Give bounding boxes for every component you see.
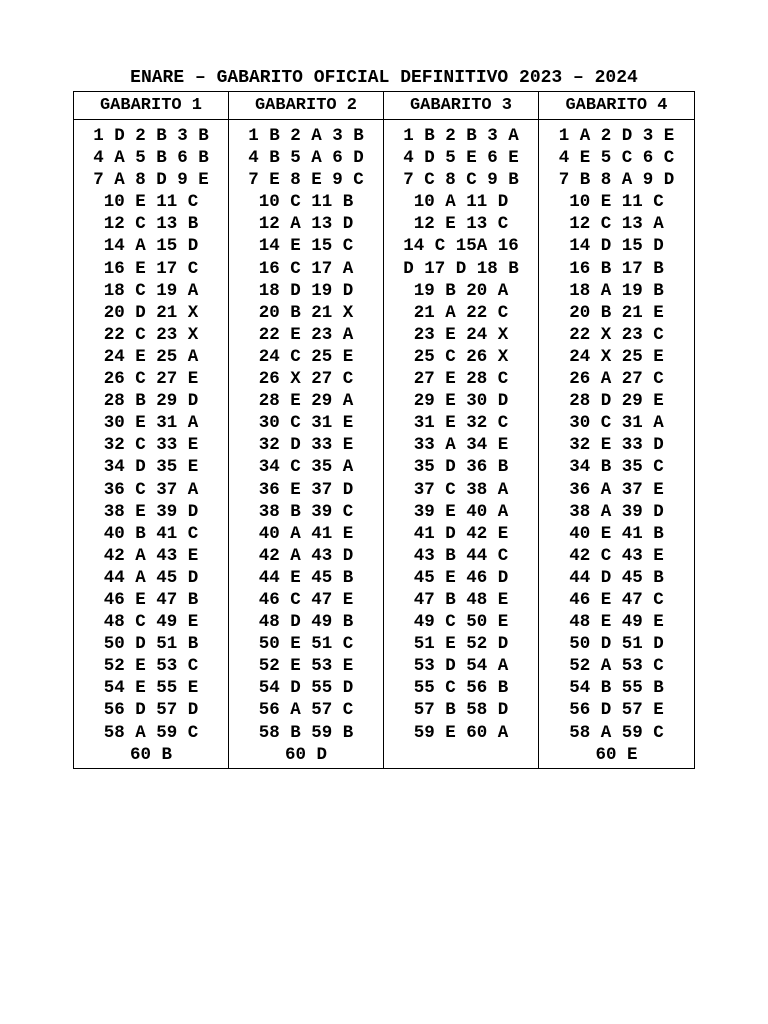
answer-line: 47 B 48 E [413, 589, 509, 610]
answer-line: 14 D 15 D [569, 236, 664, 257]
answer-line: 52 E 53 E [258, 656, 354, 677]
column-header: GABARITO 3 [384, 92, 538, 120]
answer-line: 44 A 45 D [103, 567, 199, 588]
answer-line: 1 B 2 A 3 B [248, 126, 364, 146]
answer-line: 60 D [284, 744, 327, 765]
answer-line: 43 B 44 C [413, 545, 509, 566]
answer-line: 10 C 11 B [258, 192, 354, 213]
answer-line: 54 E 55 E [103, 678, 199, 699]
answer-key-column-2 [229, 92, 384, 768]
answer-line: 36 A 37 E [569, 479, 664, 500]
answer-line: 58 A 59 C [103, 722, 199, 743]
answer-line: 23 E 24 X [413, 324, 509, 345]
answer-line: 26 C 27 E [103, 369, 199, 390]
answer-line: 38 B 39 C [258, 501, 354, 522]
answer-lines [74, 120, 228, 766]
answer-key-column-4 [539, 92, 694, 768]
answer-line: 40 A 41 E [258, 523, 354, 544]
answer-line: 19 B 20 A [413, 280, 509, 301]
answer-line: 46 E 47 C [569, 589, 664, 610]
answer-line: 18 C 19 A [103, 280, 199, 301]
answer-line: 29 E 30 D [413, 391, 509, 412]
answer-line: 54 D 55 D [258, 678, 354, 699]
answer-line: 40 B 41 C [103, 523, 199, 544]
answer-line: 38 E 39 D [103, 501, 199, 522]
answer-line: 4 D 5 E 6 E [403, 148, 519, 169]
answer-line: 48 C 49 E [103, 612, 199, 633]
answer-line: 39 E 40 A [413, 501, 509, 522]
answer-line: 56 D 57 D [103, 700, 199, 721]
answer-line: 28 E 29 A [258, 391, 354, 412]
answer-line: 32 E 33 D [569, 435, 664, 456]
answer-line: 58 A 59 C [569, 722, 664, 743]
answer-line: 18 D 19 D [258, 280, 354, 301]
answer-line: 41 D 42 E [413, 523, 509, 544]
answer-line: 14 C 15A 16 [403, 236, 519, 257]
answer-line: 38 A 39 D [569, 501, 664, 522]
answer-line: 20 D 21 X [103, 302, 199, 323]
answer-line: 20 B 21 X [258, 302, 354, 323]
answer-line: 7 A 8 D 9 E [93, 170, 209, 191]
answer-line: 28 B 29 D [103, 391, 199, 412]
answer-line: 14 E 15 C [258, 236, 354, 257]
answer-line: 57 B 58 D [413, 700, 509, 721]
answer-line: 56 A 57 C [258, 700, 354, 721]
answer-key-table [73, 91, 695, 769]
answer-line: 40 E 41 B [569, 523, 664, 544]
answer-line: 25 C 26 X [413, 346, 509, 367]
column-header: GABARITO 2 [229, 92, 383, 120]
answer-line: 60 E [595, 744, 638, 765]
answer-line: 44 D 45 B [569, 567, 664, 588]
answer-lines [229, 120, 383, 766]
answer-line: 32 C 33 E [103, 435, 199, 456]
answer-line: 44 E 45 B [258, 567, 354, 588]
answer-line: 7 C 8 C 9 B [403, 170, 519, 191]
answer-line: 12 A 13 D [258, 214, 354, 235]
answer-line: 4 B 5 A 6 D [248, 148, 364, 169]
answer-key-column-3 [384, 92, 539, 768]
answer-line: 42 A 43 D [258, 545, 354, 566]
answer-line: 51 E 52 D [413, 634, 509, 655]
answer-line: 27 E 28 C [413, 369, 509, 390]
answer-line: 14 A 15 D [103, 236, 199, 257]
answer-line: 45 E 46 D [413, 567, 509, 588]
answer-line: 20 B 21 E [569, 302, 664, 323]
answer-line: D 17 D 18 B [403, 258, 519, 279]
answer-line: 50 D 51 D [569, 634, 664, 655]
answer-line: 46 C 47 E [258, 589, 354, 610]
answer-line: 53 D 54 A [413, 656, 509, 677]
document-title: ENARE – GABARITO OFICIAL DEFINITIVO 2023 – 2024 [130, 68, 638, 88]
answer-line: 56 D 57 E [569, 700, 664, 721]
answer-line: 24 E 25 A [103, 346, 199, 367]
answer-line: 50 D 51 B [103, 634, 199, 655]
answer-line: 1 B 2 B 3 A [403, 126, 519, 146]
answer-line: 26 A 27 C [569, 369, 664, 390]
column-header: GABARITO 4 [539, 92, 694, 120]
answer-line: 36 E 37 D [258, 479, 354, 500]
answer-line: 59 E 60 A [413, 722, 509, 743]
answer-line: 34 C 35 A [258, 457, 354, 478]
answer-line: 10 E 11 C [103, 192, 199, 213]
answer-line: 21 A 22 C [413, 302, 509, 323]
answer-line: 12 C 13 B [103, 214, 199, 235]
answer-line: 12 C 13 A [569, 214, 664, 235]
answer-line: 1 D 2 B 3 B [93, 126, 209, 146]
answer-line: 18 A 19 B [569, 280, 664, 301]
answer-line: 16 E 17 C [103, 258, 199, 279]
answer-line: 1 A 2 D 3 E [558, 126, 675, 146]
column-header: GABARITO 1 [74, 92, 228, 120]
answer-line: 24 C 25 E [258, 346, 354, 367]
answer-line: 60 B [129, 744, 172, 765]
answer-line: 22 X 23 C [569, 324, 664, 345]
answer-line: 16 C 17 A [258, 258, 354, 279]
answer-line: 52 E 53 C [103, 656, 199, 677]
answer-line: 24 X 25 E [569, 346, 664, 367]
answer-line: 31 E 32 C [413, 413, 509, 434]
answer-line: 48 D 49 B [258, 612, 354, 633]
answer-line: 32 D 33 E [258, 435, 354, 456]
answer-line: 10 E 11 C [569, 192, 664, 213]
answer-line: 4 E 5 C 6 C [558, 148, 675, 169]
answer-line: 50 E 51 C [258, 634, 354, 655]
answer-line: 34 B 35 C [569, 457, 664, 478]
answer-line: 12 E 13 C [413, 214, 509, 235]
answer-line: 46 E 47 B [103, 589, 199, 610]
answer-line: 58 B 59 B [258, 722, 354, 743]
answer-line: 22 C 23 X [103, 324, 199, 345]
answer-line: 16 B 17 B [569, 258, 664, 279]
answer-line: 4 A 5 B 6 B [93, 148, 209, 169]
answer-line: 49 C 50 E [413, 612, 509, 633]
answer-line: 22 E 23 A [258, 324, 354, 345]
answer-line: 28 D 29 E [569, 391, 664, 412]
answer-lines [539, 120, 694, 766]
answer-line: 30 C 31 A [569, 413, 664, 434]
answer-line: 7 B 8 A 9 D [558, 170, 675, 191]
answer-key-column-1 [74, 92, 229, 768]
answer-line: 35 D 36 B [413, 457, 509, 478]
answer-lines [384, 120, 538, 744]
answer-line: 34 D 35 E [103, 457, 199, 478]
answer-line: 52 A 53 C [569, 656, 664, 677]
answer-line: 55 C 56 B [413, 678, 509, 699]
answer-line: 30 E 31 A [103, 413, 199, 434]
answer-line: 30 C 31 E [258, 413, 354, 434]
answer-line: 42 C 43 E [569, 545, 664, 566]
answer-line: 42 A 43 E [103, 545, 199, 566]
answer-line: 54 B 55 B [569, 678, 664, 699]
answer-line: 26 X 27 C [258, 369, 354, 390]
answer-line: 36 C 37 A [103, 479, 199, 500]
answer-line: 10 A 11 D [413, 192, 509, 213]
answer-line: 37 C 38 A [413, 479, 509, 500]
answer-line: 48 E 49 E [569, 612, 664, 633]
answer-line: 7 E 8 E 9 C [248, 170, 364, 191]
answer-line: 33 A 34 E [413, 435, 509, 456]
